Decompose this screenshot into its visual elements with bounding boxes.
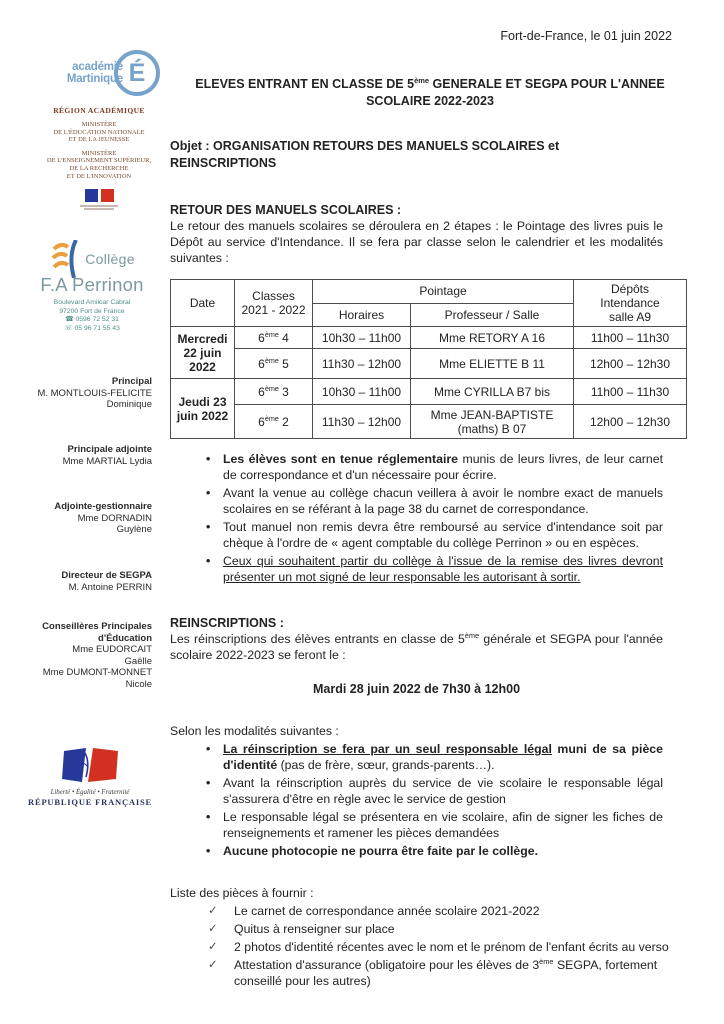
ministere-enseignement-block xyxy=(36,150,162,180)
republique-francaise-logo xyxy=(28,748,152,807)
college-address-line1: Boulevard Amilcar Cabral xyxy=(53,299,131,306)
ministere-line: DE LA RECHERCHE xyxy=(69,164,129,172)
staff-role: Principale adjointe xyxy=(67,444,152,455)
title-text: GENERALE ET SEGPA POUR L'ANNEE SCOLAIRE 2022-2023 xyxy=(366,77,665,108)
fax-icon: ☏ xyxy=(64,324,73,332)
staff-role: Adjointe-gestionnaire xyxy=(54,501,152,512)
letterhead-sidebar xyxy=(0,0,165,1024)
cell-date-mercredi: Mercredi 22 juin 2022 xyxy=(171,327,235,379)
college-address xyxy=(26,299,158,333)
marianne-flag-icon xyxy=(62,748,118,782)
retour-intro-paragraph: Le retour des manuels scolaires se déroulera en 2 étapes : le Pointage des livres puis le Dépôt au service d'Intendance. Il se fera par classe selon le calendrier et les modalités suivantes : xyxy=(170,219,663,265)
staff-block-principal xyxy=(0,376,152,411)
bullet-item: • Les élèves sont en tenue réglementaire munis de leurs livres, de leur carnet de correspondance et d'un nécessaire pour écrire. xyxy=(206,451,663,483)
check-icon: ✓ xyxy=(208,905,218,917)
staff-block-principale-adjointe xyxy=(0,444,152,467)
college-fax-line xyxy=(26,325,158,334)
staff-name: Nicole xyxy=(125,678,152,690)
cell-depot: 12h00 – 12h30 xyxy=(574,349,687,379)
academie-logo-row xyxy=(36,50,162,96)
cell-date-jeudi: Jeudi 23 juin 2022 xyxy=(171,379,235,439)
academie-e-circle-icon: É xyxy=(114,50,160,96)
pieces-label: Liste des pièces à fournir : xyxy=(170,886,314,900)
table-header-row-1 xyxy=(171,280,687,304)
checklist-item: ✓ 2 photos d'identité récentes avec le nom et le prénom de l'enfant écrits au verso xyxy=(208,940,669,954)
letter-body xyxy=(170,0,690,991)
table-row xyxy=(171,379,687,405)
cell-classe: 6ème 5 xyxy=(235,349,313,379)
check-icon: ✓ xyxy=(208,923,218,935)
academie-name-line2: Martinique xyxy=(66,73,123,85)
section-heading-retour: RETOUR DES MANUELS SCOLAIRES : xyxy=(170,203,402,217)
modalites-label: Selon les modalités suivantes : xyxy=(170,724,339,738)
staff-name: Mme DUMONT-MONNET xyxy=(42,667,152,678)
cell-depot: 11h00 – 11h30 xyxy=(574,327,687,349)
republique-name: RÉPUBLIQUE FRANÇAISE xyxy=(28,797,152,807)
bullet-item: • Tout manuel non remis devra être remboursé au service d'intendance soit par chèque à l'ordre de « agent comptable du collège Perrinon » ou en espèces. xyxy=(206,519,663,551)
staff-name: M. MONTLOUIS-FELICITE xyxy=(37,387,152,399)
cell-horaire: 11h30 – 12h00 xyxy=(313,349,411,379)
ministere-line: MINISTÈRE xyxy=(81,149,117,157)
header-pointage: Pointage xyxy=(313,280,574,304)
title-superscript: ème xyxy=(414,75,430,85)
reinscriptions-intro-paragraph: Les réinscriptions des élèves entrants en classe de 5ème générale et SEGPA pour l'année scolaire 2022-2023 se feront le : xyxy=(170,630,663,662)
republique-motto: Liberté • Égalité • Fraternité xyxy=(50,789,130,796)
cell-classe: 6ème 2 xyxy=(235,405,313,439)
header-professeur-salle: Professeur / Salle xyxy=(411,303,574,327)
staff-name: Mme MARTIAL Lydia xyxy=(62,455,152,467)
college-phone-line xyxy=(26,316,158,325)
region-academique-label: RÉGION ACADÉMIQUE xyxy=(53,106,145,115)
staff-block-cpe xyxy=(0,621,152,690)
ministere-line: DE L'ÉDUCATION NATIONALE xyxy=(53,128,145,136)
bullet-item: • Ceux qui souhaitent partir du collège à l'issue de la remise des livres devront présenter un mot signé de leur responsable les autorisant à sortir. xyxy=(206,553,663,585)
header-horaires: Horaires xyxy=(313,303,411,327)
ministere-line: ET DE LA JEUNESSE xyxy=(68,136,130,144)
college-logo-block xyxy=(26,240,158,333)
staff-role: Directeur de SEGPA xyxy=(61,570,152,581)
section-heading-reinscriptions: REINSCRIPTIONS : xyxy=(170,616,284,630)
staff-block-directeur-segpa xyxy=(0,570,152,593)
bullet-item: • Avant la venue au collège chacun veillera à avoir le nombre exact de manuels scolaires en se référant à la page 38 du carnet de correspondance. xyxy=(206,485,663,517)
college-label: Collège xyxy=(85,251,135,267)
cell-professeur: Mme ELIETTE B 11 xyxy=(411,349,574,379)
pieces-checklist xyxy=(170,903,680,989)
ministere-line: DE L'ENSEIGNEMENT SUPÉRIEUR, xyxy=(46,157,152,165)
retour-bullet-list xyxy=(170,451,663,585)
college-address-line2: 97200 Fort de France xyxy=(59,307,125,315)
cell-horaire: 10h30 – 11h00 xyxy=(313,379,411,405)
bullet-item: • Le responsable légal se présentera en vie scolaire, afin de signer les fiches de renseignements et ramener les pièces demandées xyxy=(206,809,663,841)
ministere-education-block xyxy=(36,121,162,144)
staff-role: Principal xyxy=(111,376,152,387)
cell-professeur: Mme CYRILLA B7 bis xyxy=(411,379,574,405)
cell-professeur: Mme JEAN-BAPTISTE (maths) B 07 xyxy=(411,405,574,439)
staff-role: Conseillères Principales d'Éducation xyxy=(42,621,152,644)
cell-classe: 6ème 4 xyxy=(235,327,313,349)
calendar-table xyxy=(170,279,687,439)
flag-caption-lines xyxy=(79,205,119,210)
table-row xyxy=(171,349,687,379)
check-icon: ✓ xyxy=(208,959,218,971)
ministere-line: ET DE L'INNOVATION xyxy=(66,172,132,180)
modalites-bullet-list xyxy=(170,741,663,859)
ministere-line: MINISTÈRE xyxy=(81,121,117,128)
staff-name: Guylène xyxy=(116,524,152,535)
header-classes: Classes 2021 - 2022 xyxy=(235,280,313,327)
checklist-item: ✓ Attestation d'assurance (obligatoire pour les élèves de 3ème SEGPA, fortement conseillé pour les autres) xyxy=(208,956,658,988)
staff-name: Mme EUDORCAIT xyxy=(72,644,152,655)
table-row xyxy=(171,327,687,349)
cell-horaire: 11h30 – 12h00 xyxy=(313,405,411,439)
cell-depot: 11h00 – 11h30 xyxy=(574,379,687,405)
bullet-item: • Avant la réinscription auprès du service de vie scolaire le responsable légal s'assurera d'être en règle avec le service de gestion xyxy=(206,775,663,807)
checklist-item: ✓ Le carnet de correspondance année scolaire 2021-2022 xyxy=(208,904,540,918)
staff-block-adjointe-gestionnaire xyxy=(0,501,152,536)
header-date: Date xyxy=(171,280,235,327)
staff-name: Mme DORNADIN xyxy=(77,512,152,524)
staff-name: Gaëlle xyxy=(124,655,152,667)
french-flag-small-icon xyxy=(82,189,116,202)
cell-horaire: 10h30 – 11h00 xyxy=(313,327,411,349)
academie-name xyxy=(67,61,123,86)
reinscription-date-line: Mardi 28 juin 2022 de 7h30 à 12h00 xyxy=(312,682,521,696)
college-swoosh-icon xyxy=(49,240,83,278)
phone-icon: ☎ xyxy=(65,316,74,324)
title-text: ELEVES ENTRANT EN CLASSE DE 5 xyxy=(195,77,415,91)
place-date-line: Fort-de-France, le 01 juin 2022 xyxy=(500,29,672,43)
college-phone: 0596 72 52 31 xyxy=(75,316,119,324)
college-name: F.A Perrinon xyxy=(40,274,144,295)
college-logo-row xyxy=(26,240,158,278)
academie-martinique-logo xyxy=(36,50,162,211)
bullet-item: • La réinscription se fera par un seul responsable légal muni de sa pièce d'identité (pas de frère, sœur, grands-parents…). xyxy=(206,741,663,773)
cell-depot: 12h00 – 12h30 xyxy=(574,405,687,439)
objet-line: Objet : ORGANISATION RETOURS DES MANUELS SCOLAIRES et REINSCRIPTIONS xyxy=(170,139,560,170)
document-title xyxy=(170,76,690,110)
staff-name: M. Antoine PERRIN xyxy=(68,581,152,593)
staff-name: Dominique xyxy=(106,399,152,410)
checklist-item: ✓ Quitus à renseigner sur place xyxy=(208,922,395,936)
check-icon: ✓ xyxy=(208,941,218,953)
cell-classe: 6ème 3 xyxy=(235,379,313,405)
college-fax: 05 96 71 55 43 xyxy=(74,324,120,332)
header-depots: Dépôts Intendance salle A9 xyxy=(574,280,687,327)
cell-professeur: Mme RETORY A 16 xyxy=(411,327,574,349)
bullet-item: • Aucune photocopie ne pourra être faite par le collège. xyxy=(206,843,663,859)
academie-name-line1: académie xyxy=(72,60,123,73)
table-row xyxy=(171,405,687,439)
